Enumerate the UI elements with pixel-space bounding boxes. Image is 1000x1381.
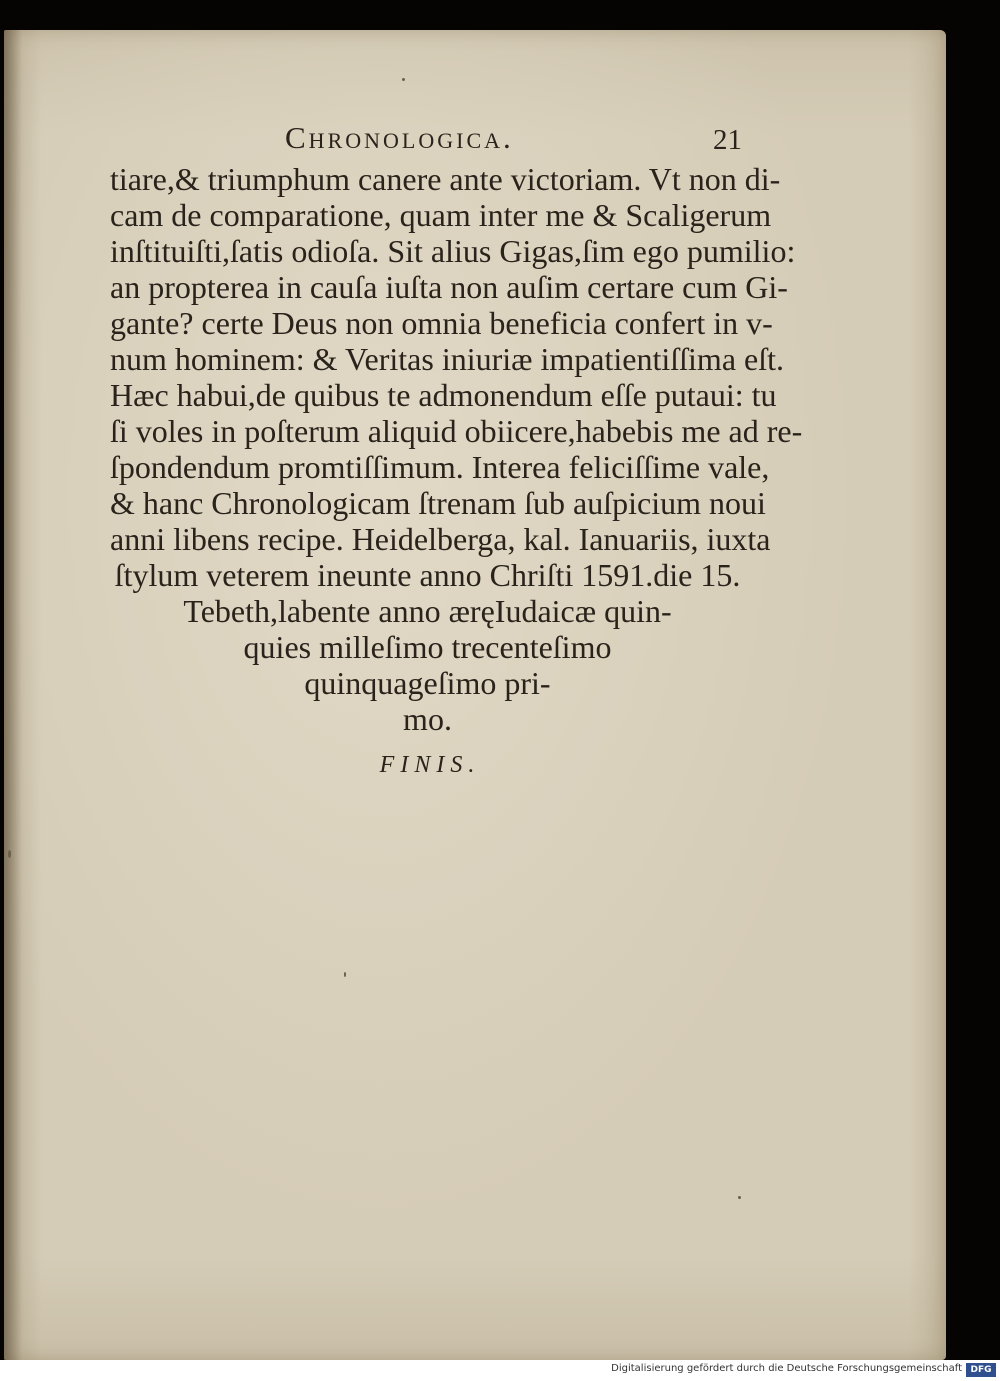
body-line: gante? certe Deus non omnia beneficia confert in v- bbox=[110, 305, 773, 341]
tapered-line: quies milleſimo trecenteſimo bbox=[243, 629, 612, 665]
paper-speck bbox=[8, 850, 11, 858]
dfg-logo: DFG bbox=[966, 1363, 996, 1377]
body-line: Hæc habui,de quibus te admonendum eſſe putaui: tu bbox=[110, 377, 777, 413]
footer-bar bbox=[0, 1360, 1000, 1381]
body-line: & hanc Chronologicam ſtrenam ſub auſpicium noui bbox=[110, 485, 766, 521]
finis-mark: FINIS. bbox=[379, 752, 481, 778]
body-line: tiare,& triumphum canere ante victoriam. Vt non di- bbox=[110, 161, 781, 197]
body-line: ſi voles in poſterum aliquid obiicere,habebis me ad re- bbox=[110, 413, 803, 449]
body-line: ſpondendum promtiſſimum. Interea feliciſſime vale, bbox=[110, 449, 770, 485]
tapered-line: mo. bbox=[403, 701, 452, 737]
body-line: anni libens recipe. Heidelberga, kal. Ianuariis, iuxta bbox=[110, 521, 771, 557]
tapered-line: quinquageſimo pri- bbox=[304, 665, 551, 701]
body-line: inſtituiſti,ſatis odioſa. Sit alius Gigas,ſim ego pumilio: bbox=[110, 233, 796, 269]
tapered-line: ſtylum veterem ineunte anno Chriſti 1591.die 15. bbox=[114, 557, 741, 593]
body-line: num hominem: & Veritas iniuriæ impatientiſſima eſt. bbox=[110, 341, 784, 377]
tapered-line: Tebeth,labente anno æręIudaicæ quin- bbox=[183, 593, 672, 629]
running-head-title: Chronologica. bbox=[285, 120, 514, 155]
page-number: 21 bbox=[713, 124, 742, 156]
body-line: cam de comparatione, quam inter me & Scaligerum bbox=[110, 197, 772, 233]
paper-speck bbox=[738, 1196, 741, 1199]
paper-speck bbox=[402, 78, 405, 81]
page-gutter-shadow bbox=[4, 30, 22, 1360]
funding-credit: Digitalisierung gefördert durch die Deutsche Forschungsgemeinschaft bbox=[611, 1363, 962, 1374]
body-line: an propterea in cauſa iuſta non auſim certare cum Gi- bbox=[110, 269, 788, 305]
paper-speck bbox=[344, 972, 346, 977]
